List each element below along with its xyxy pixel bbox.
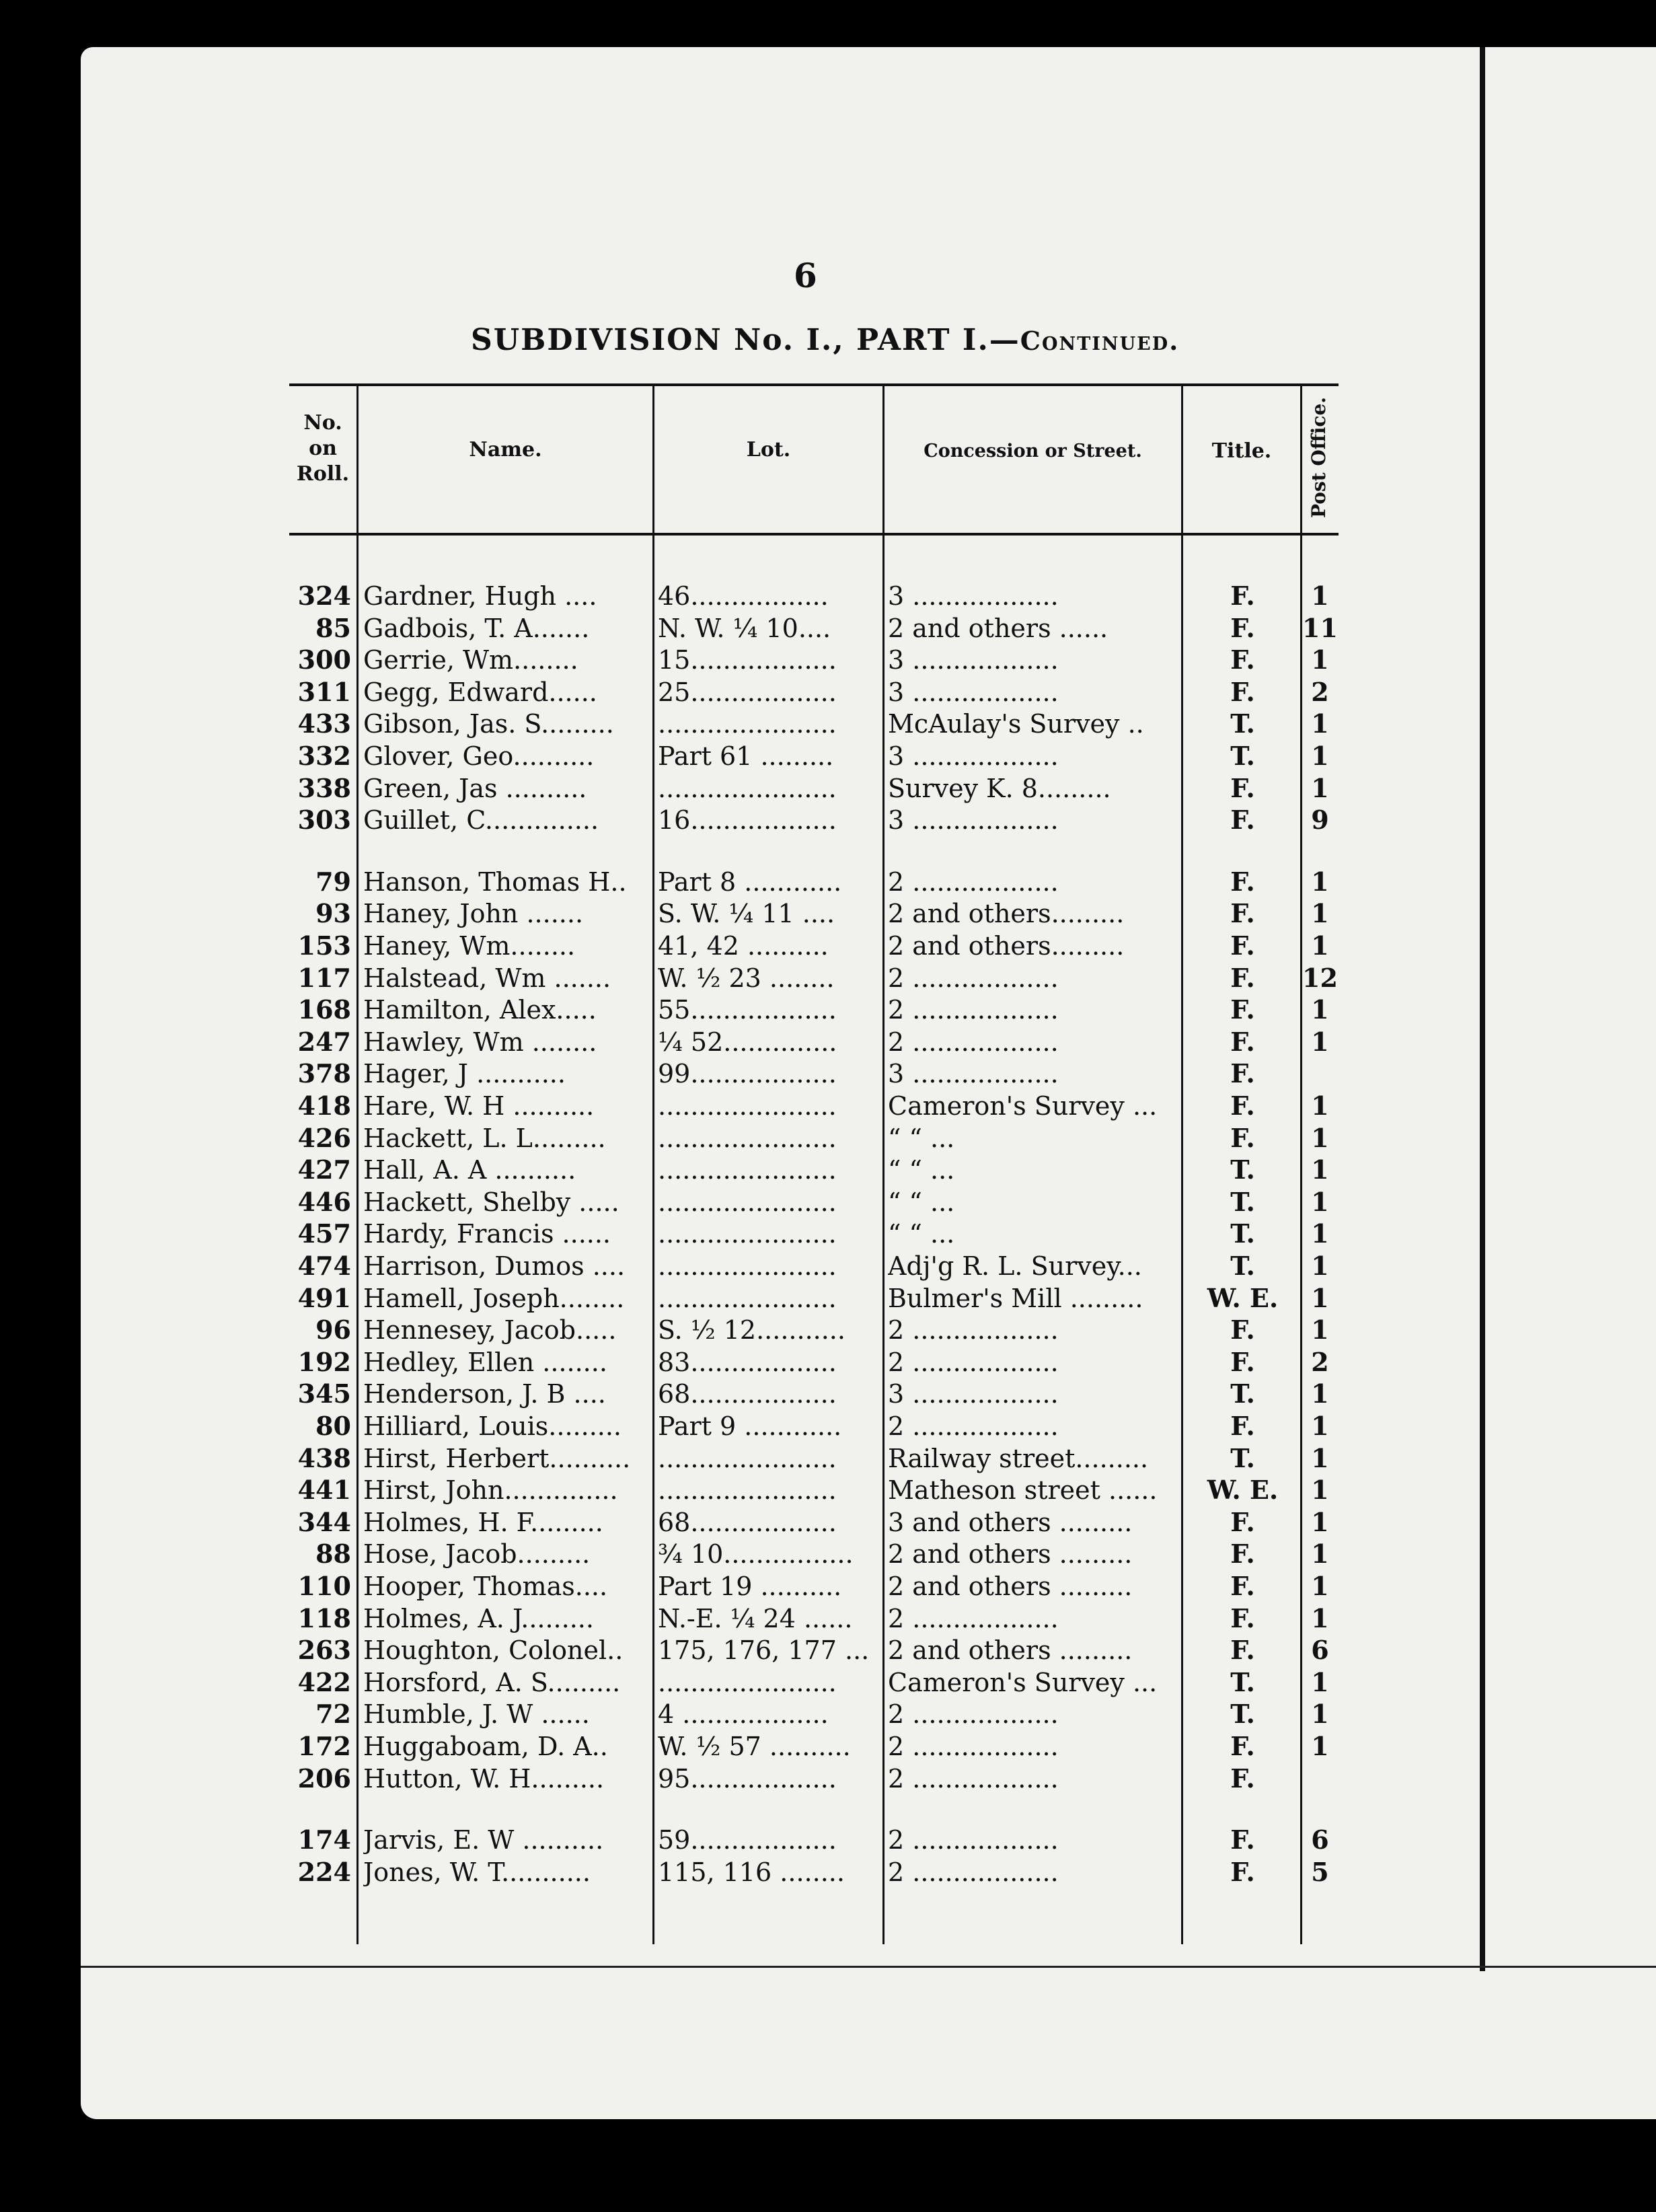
concession-or-street: Cameron's Survey ... [888, 1091, 1158, 1121]
table-row [289, 772, 1339, 805]
table-row [289, 1763, 1339, 1795]
post-office: 1 [1311, 1122, 1329, 1153]
lot: N. W. ¼ 10.... [658, 613, 831, 643]
header-name: Name. [469, 438, 542, 462]
table-row [289, 1698, 1339, 1730]
voter-name: Jarvis, E. W .......... [363, 1825, 604, 1855]
title: T. [1230, 1251, 1255, 1281]
roll-number: 457 [297, 1218, 351, 1249]
voter-name: Gadbois, T. A....... [363, 613, 590, 643]
post-office: 1 [1311, 1699, 1329, 1730]
lot: ...................... [658, 1123, 837, 1153]
table-row [289, 1538, 1339, 1570]
title: F. [1230, 1026, 1255, 1057]
title: T. [1230, 1699, 1255, 1730]
title: F. [1230, 994, 1255, 1025]
voter-name: Green, Jas .......... [363, 773, 587, 803]
concession-or-street: 3 .................. [888, 805, 1059, 836]
voter-name: Hanson, Thomas H.. [363, 867, 627, 897]
voter-name: Hawley, Wm ........ [363, 1027, 597, 1057]
post-office: 1 [1311, 1571, 1329, 1601]
title: F. [1230, 1731, 1255, 1761]
table-row [289, 994, 1339, 1026]
roll-number: 418 [297, 1091, 351, 1121]
concession-or-street: 2 .................. [888, 1411, 1059, 1441]
table-row [289, 644, 1339, 676]
concession-or-street: 2 and others......... [888, 899, 1125, 929]
title: F. [1230, 1122, 1255, 1153]
concession-or-street: 2 .................. [888, 1347, 1059, 1377]
lot: ¼ 52.............. [658, 1027, 837, 1057]
roll-number: 324 [297, 581, 351, 611]
title: F. [1230, 1635, 1255, 1666]
lot: 59.................. [658, 1825, 837, 1855]
concession-or-street: 2 .................. [888, 1699, 1059, 1730]
voter-name: Hooper, Thomas.... [363, 1572, 608, 1601]
header-lot: Lot. [746, 438, 791, 462]
roll-number: 474 [297, 1251, 351, 1281]
concession-or-street: 2 and others ...... [888, 613, 1108, 643]
lot: ...................... [658, 1187, 837, 1217]
roll-number: 192 [297, 1346, 351, 1377]
post-office: 1 [1311, 994, 1329, 1025]
roll-number: 224 [297, 1856, 351, 1887]
header-post-office: Post Office. [1308, 396, 1330, 518]
post-office: 1 [1311, 898, 1329, 929]
lot: 55.................. [658, 995, 837, 1025]
concession-or-street: 2 .................. [888, 867, 1059, 897]
heading-main: SUBDIVISION No. I., PART I.— [471, 323, 1020, 357]
concession-or-street: Railway street......... [888, 1443, 1149, 1473]
lot: Part 61 ......... [658, 741, 834, 771]
title: F. [1230, 772, 1255, 803]
table-row [289, 1250, 1339, 1282]
table-row [289, 1410, 1339, 1442]
voter-name: Hirst, Herbert.......... [363, 1443, 631, 1473]
table-row [289, 1730, 1339, 1763]
post-office: 9 [1311, 805, 1329, 836]
concession-or-street: 2 and others ......... [888, 1572, 1133, 1601]
post-office: 1 [1311, 1442, 1329, 1473]
header-title: Title. [1211, 439, 1272, 463]
lot: W. ½ 57 .......... [658, 1732, 851, 1761]
title: F. [1230, 1602, 1255, 1633]
post-office: 1 [1311, 644, 1329, 675]
table-row [289, 804, 1339, 836]
table-row [289, 1186, 1339, 1218]
bottom-rule [81, 1966, 1656, 1968]
roll-number: 118 [297, 1602, 351, 1633]
concession-or-street: 2 .................. [888, 1027, 1059, 1057]
roll-number: 422 [297, 1666, 351, 1697]
voter-name: Hardy, Francis ...... [363, 1219, 611, 1249]
concession-or-street: 3 .................. [888, 645, 1059, 675]
lot: 95.................. [658, 1763, 837, 1794]
voter-name: Houghton, Colonel.. [363, 1635, 624, 1666]
roll-number: 438 [297, 1442, 351, 1473]
title: F. [1230, 1506, 1255, 1537]
lot: Part 8 ............ [658, 867, 842, 897]
roll-number: 110 [297, 1571, 351, 1601]
lot: 15.................. [658, 645, 837, 675]
concession-or-street: 2 and others ......... [888, 1539, 1133, 1570]
title: F. [1230, 581, 1255, 611]
voter-name: Hager, J ........... [363, 1059, 566, 1089]
voter-name: Jones, W. T........... [363, 1857, 591, 1887]
lot: ...................... [658, 1475, 837, 1506]
lot: ...................... [658, 1283, 837, 1313]
title: F. [1230, 1824, 1255, 1855]
voter-name: Gibson, Jas. S......... [363, 709, 614, 739]
roll-number: 441 [297, 1475, 351, 1506]
table-row [289, 930, 1339, 962]
lot: W. ½ 23 ........ [658, 963, 835, 993]
voter-name: Hose, Jacob......... [363, 1539, 591, 1570]
voter-name: Hamell, Joseph........ [363, 1283, 625, 1313]
lot: 41, 42 .......... [658, 931, 829, 961]
table-row [289, 612, 1339, 644]
title: T. [1230, 741, 1255, 771]
title: F. [1230, 1091, 1255, 1121]
voter-name: Humble, J. W ...... [363, 1699, 590, 1730]
roll-number: 303 [297, 805, 351, 836]
voter-name: Hirst, John.............. [363, 1475, 618, 1506]
lot: 83.................. [658, 1347, 837, 1377]
roll-number: 338 [297, 772, 351, 803]
post-office: 1 [1311, 1315, 1329, 1345]
voter-name: Hackett, Shelby ..... [363, 1187, 619, 1217]
lot: ...................... [658, 1443, 837, 1473]
voter-name: Gerrie, Wm........ [363, 645, 578, 675]
concession-or-street: 3 .................. [888, 1379, 1059, 1409]
title: F. [1230, 1411, 1255, 1441]
post-office: 1 [1311, 1666, 1329, 1697]
roll-number: 344 [297, 1506, 351, 1537]
table-row [289, 708, 1339, 740]
lot: ...................... [658, 1251, 837, 1281]
lot: 68.................. [658, 1379, 837, 1409]
roll-number: 206 [297, 1763, 351, 1794]
roll-number: 72 [315, 1699, 351, 1730]
title: F. [1230, 962, 1255, 993]
title: F. [1230, 676, 1255, 707]
post-office: 5 [1311, 1856, 1329, 1887]
post-office: 1 [1311, 1218, 1329, 1249]
voter-name: Guillet, C.............. [363, 805, 599, 836]
roll-number: 96 [315, 1315, 351, 1345]
table-row [289, 897, 1339, 930]
post-office: 1 [1311, 1506, 1329, 1537]
title: F. [1230, 1571, 1255, 1601]
lot: 68.................. [658, 1507, 837, 1537]
voter-name: Henderson, J. B .... [363, 1379, 606, 1409]
lot: Part 9 ............ [658, 1411, 842, 1441]
lot: ...................... [658, 709, 837, 739]
title: T. [1230, 1154, 1255, 1185]
post-office: 1 [1311, 708, 1329, 739]
page-number: 6 [794, 256, 817, 295]
roll-number: 153 [297, 930, 351, 961]
concession-or-street: Matheson street ...... [888, 1475, 1158, 1506]
roll-number: 378 [297, 1058, 351, 1089]
roll-number: 80 [315, 1411, 351, 1441]
title: F. [1230, 1346, 1255, 1377]
voter-name: Hutton, W. H......... [363, 1763, 605, 1794]
concession-or-street: 2 .................. [888, 1603, 1059, 1633]
table-row [289, 1378, 1339, 1410]
post-office: 1 [1311, 1282, 1329, 1313]
post-office: 1 [1311, 1602, 1329, 1633]
table-row [289, 1218, 1339, 1250]
page-edge-rule [1480, 47, 1485, 1971]
title: F. [1230, 644, 1255, 675]
post-office: 6 [1311, 1824, 1329, 1855]
title: T. [1230, 1442, 1255, 1473]
title: T. [1230, 1186, 1255, 1217]
concession-or-street: “ “ ... [888, 1155, 955, 1185]
post-office: 1 [1311, 866, 1329, 897]
table-row [289, 1474, 1339, 1506]
concession-or-street: 2 .................. [888, 1825, 1059, 1855]
lot: 46................. [658, 581, 829, 611]
title: W. E. [1207, 1475, 1279, 1506]
title: F. [1230, 1058, 1255, 1089]
concession-or-street: 2 .................. [888, 963, 1059, 993]
voter-name: Hedley, Ellen ........ [363, 1347, 607, 1377]
concession-or-street: 2 .................. [888, 995, 1059, 1025]
voter-name: Hall, A. A .......... [363, 1155, 576, 1185]
voter-name: Hamilton, Alex..... [363, 995, 597, 1025]
concession-or-street: 3 and others ......... [888, 1507, 1133, 1537]
title: T. [1230, 1378, 1255, 1409]
concession-or-street: 3 .................. [888, 677, 1059, 707]
concession-or-street: 2 .................. [888, 1732, 1059, 1761]
concession-or-street: 3 .................. [888, 741, 1059, 771]
post-office: 1 [1311, 1731, 1329, 1761]
post-office: 1 [1311, 772, 1329, 803]
concession-or-street: “ “ ... [888, 1187, 955, 1217]
lot: ...................... [658, 1667, 837, 1697]
voter-name: Holmes, A. J......... [363, 1603, 594, 1633]
voters-roll-table [289, 383, 1339, 1944]
lot: S. ½ 12........... [658, 1315, 845, 1345]
concession-or-street: Cameron's Survey ... [888, 1667, 1158, 1697]
table-row [289, 676, 1339, 708]
table-row [289, 1856, 1339, 1888]
post-office: 1 [1311, 1251, 1329, 1281]
post-office: 1 [1311, 1411, 1329, 1441]
table-row [289, 1442, 1339, 1475]
roll-number: 79 [315, 866, 351, 897]
roll-number: 172 [297, 1731, 351, 1761]
roll-number: 263 [297, 1635, 351, 1666]
post-office: 1 [1311, 1091, 1329, 1121]
concession-or-street: McAulay's Survey .. [888, 709, 1144, 739]
table-row [289, 740, 1339, 772]
table-row [289, 1058, 1339, 1090]
table-row [289, 1506, 1339, 1539]
concession-or-street: 2 .................. [888, 1763, 1059, 1794]
post-office: 1 [1311, 581, 1329, 611]
concession-or-street: 3 .................. [888, 1059, 1059, 1089]
post-office: 1 [1311, 1475, 1329, 1506]
lot: 16.................. [658, 805, 837, 836]
roll-number: 491 [297, 1282, 351, 1313]
header-no-on-roll: No. on Roll. [296, 411, 350, 486]
table-row [289, 1570, 1339, 1602]
table-row [289, 1824, 1339, 1856]
roll-number: 300 [297, 644, 351, 675]
concession-or-street: 2 .................. [888, 1857, 1059, 1887]
roll-number: 117 [297, 962, 351, 993]
lot: Part 19 .......... [658, 1572, 842, 1601]
title: T. [1230, 708, 1255, 739]
roll-number: 345 [297, 1378, 351, 1409]
title: W. E. [1207, 1282, 1279, 1313]
concession-or-street: 2 and others ......... [888, 1635, 1133, 1666]
title: F. [1230, 898, 1255, 929]
roll-number: 311 [297, 676, 351, 707]
table-row [289, 1346, 1339, 1378]
title: F. [1230, 1315, 1255, 1345]
page-heading [471, 323, 1179, 357]
title: T. [1230, 1666, 1255, 1697]
post-office: 1 [1311, 741, 1329, 771]
title: F. [1230, 805, 1255, 836]
title: F. [1230, 1856, 1255, 1887]
post-office: 12 [1302, 962, 1338, 993]
lot: ...................... [658, 1155, 837, 1185]
post-office: 6 [1311, 1635, 1329, 1666]
concession-or-street: Adj'g R. L. Survey... [888, 1251, 1142, 1281]
voter-name: Haney, John ....... [363, 899, 584, 929]
lot: ...................... [658, 1091, 837, 1121]
lot: 99.................. [658, 1059, 837, 1089]
title: T. [1230, 1218, 1255, 1249]
roll-number: 168 [297, 994, 351, 1025]
post-office: 1 [1311, 1026, 1329, 1057]
voter-name: Huggaboam, D. A.. [363, 1732, 608, 1761]
voter-name: Hilliard, Louis......... [363, 1411, 622, 1441]
lot: ¾ 10................ [658, 1539, 854, 1570]
lot: ...................... [658, 773, 837, 803]
post-office: 1 [1311, 930, 1329, 961]
table-row [289, 962, 1339, 994]
lot: 4 .................. [658, 1699, 829, 1730]
table-row [289, 866, 1339, 898]
table-row [289, 1090, 1339, 1122]
table-row [289, 1282, 1339, 1315]
post-office: 2 [1311, 1346, 1329, 1377]
voter-name: Haney, Wm........ [363, 931, 576, 961]
voter-name: Hare, W. H .......... [363, 1091, 595, 1121]
post-office: 1 [1311, 1539, 1329, 1570]
table-row [289, 1602, 1339, 1635]
concession-or-street: “ “ ... [888, 1123, 955, 1153]
lot: S. W. ¼ 11 .... [658, 899, 835, 929]
concession-or-street: “ “ ... [888, 1219, 955, 1249]
lot: 115, 116 ........ [658, 1857, 845, 1887]
table-row [289, 1122, 1339, 1154]
title: F. [1230, 930, 1255, 961]
post-office: 11 [1302, 612, 1338, 643]
voter-name: Horsford, A. S......... [363, 1667, 621, 1697]
lot: ...................... [658, 1219, 837, 1249]
header-concession: Concession or Street. [924, 441, 1142, 462]
lot: N.-E. ¼ 24 ...... [658, 1603, 853, 1633]
voter-name: Gegg, Edward...... [363, 677, 597, 707]
table-row [289, 1314, 1339, 1346]
concession-or-street: 3 .................. [888, 581, 1059, 611]
concession-or-street: 2 .................. [888, 1315, 1059, 1345]
concession-or-street: 2 and others......... [888, 931, 1125, 961]
voter-name: Hackett, L. L......... [363, 1123, 606, 1153]
title: F. [1230, 612, 1255, 643]
voter-name: Gardner, Hugh .... [363, 581, 597, 611]
roll-number: 85 [315, 612, 351, 643]
title: F. [1230, 866, 1255, 897]
voter-name: Halstead, Wm ....... [363, 963, 611, 993]
lot: 175, 176, 177 ... [658, 1635, 870, 1666]
post-office: 1 [1311, 1186, 1329, 1217]
roll-number: 426 [297, 1122, 351, 1153]
title: F. [1230, 1763, 1255, 1794]
title: F. [1230, 1539, 1255, 1570]
roll-number: 93 [315, 898, 351, 929]
lot: 25.................. [658, 677, 837, 707]
table-row [289, 1666, 1339, 1699]
roll-number: 88 [315, 1539, 351, 1570]
table-row [289, 1026, 1339, 1058]
table-row [289, 580, 1339, 612]
table-row [289, 1154, 1339, 1186]
roll-number: 174 [297, 1824, 351, 1855]
table-row [289, 1634, 1339, 1666]
post-office: 2 [1311, 676, 1329, 707]
voter-name: Holmes, H. F......... [363, 1507, 603, 1537]
roll-number: 247 [297, 1026, 351, 1057]
heading-continued: Continued. [1020, 326, 1180, 356]
roll-number: 446 [297, 1186, 351, 1217]
voter-name: Hennesey, Jacob..... [363, 1315, 617, 1345]
voter-name: Glover, Geo.......... [363, 741, 595, 771]
post-office: 1 [1311, 1154, 1329, 1185]
voter-name: Harrison, Dumos .... [363, 1251, 626, 1281]
roll-number: 332 [297, 741, 351, 771]
roll-number: 427 [297, 1154, 351, 1185]
post-office: 1 [1311, 1378, 1329, 1409]
roll-number: 433 [297, 708, 351, 739]
concession-or-street: Bulmer's Mill ......... [888, 1283, 1143, 1313]
concession-or-street: Survey K. 8......... [888, 773, 1111, 803]
